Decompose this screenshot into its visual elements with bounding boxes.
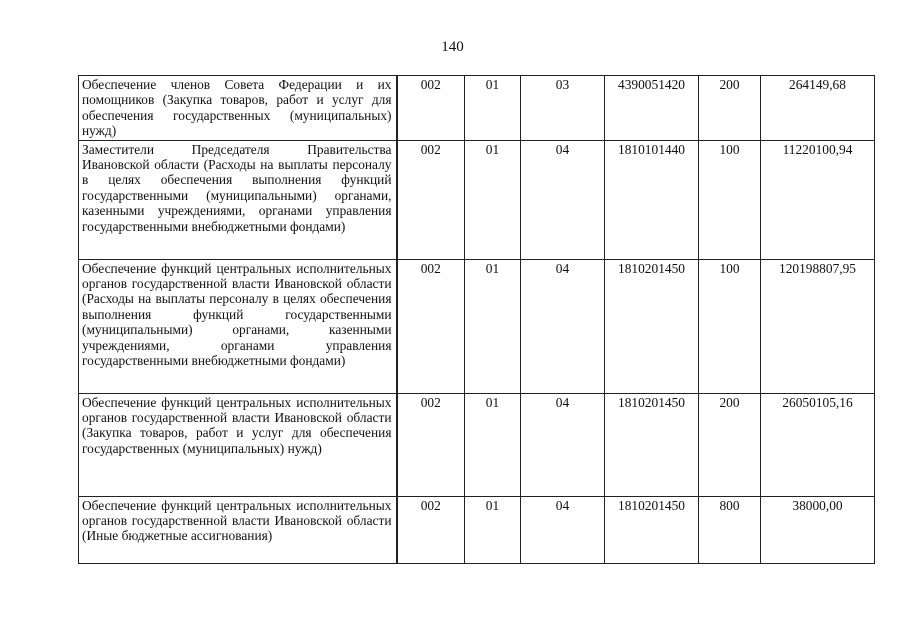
row-description: Заместители Председателя Правительства Ивановской области (Расходы на выплаты персоналу в целях обеспечения выполнения функций государственными (муниципальными) органами, казенными учреждениями, органами управления государственными внебюджетными фондами): [79, 140, 397, 259]
ministry-code: 002: [397, 496, 465, 563]
budget-table-body: [79, 76, 875, 564]
subsection-code: 04: [521, 140, 605, 259]
row-description: Обеспечение функций центральных исполнительных органов государственной власти Ивановской области (Закупка товаров, работ и услуг для обеспечения государственных (муниципальных) нужд): [79, 393, 397, 496]
table-row: [79, 393, 875, 496]
amount-value: 264149,68: [761, 76, 875, 141]
section-code: 01: [465, 393, 521, 496]
table-row: [79, 496, 875, 563]
amount-value: 26050105,16: [761, 393, 875, 496]
expense-type-code: 200: [699, 76, 761, 141]
subsection-code: 03: [521, 76, 605, 141]
ministry-code: 002: [397, 259, 465, 393]
row-description: Обеспечение членов Совета Федерации и их помощников (Закупка товаров, работ и услуг для обеспечения государственных (муниципальных) нужд): [79, 76, 397, 141]
target-article-code: 1810201450: [605, 393, 699, 496]
section-code: 01: [465, 259, 521, 393]
subsection-code: 04: [521, 259, 605, 393]
target-article-code: 1810201450: [605, 259, 699, 393]
row-description: Обеспечение функций центральных исполнительных органов государственной власти Ивановской области (Иные бюджетные ассигнования): [79, 496, 397, 563]
target-article-code: 1810201450: [605, 496, 699, 563]
row-description: Обеспечение функций центральных исполнительных органов государственной власти Ивановской области (Расходы на выплаты персоналу в целях обеспечения выполнения функций государственными (муниципальными) органами, казенными учреждениями, органами управления государственными внебюджетными фондами): [79, 259, 397, 393]
subsection-code: 04: [521, 496, 605, 563]
amount-value: 38000,00: [761, 496, 875, 563]
page-number: 140: [441, 39, 464, 55]
target-article-code: 4390051420: [605, 76, 699, 141]
expense-type-code: 100: [699, 140, 761, 259]
amount-value: 11220100,94: [761, 140, 875, 259]
table-row: [79, 76, 875, 141]
ministry-code: 002: [397, 76, 465, 141]
subsection-code: 04: [521, 393, 605, 496]
ministry-code: 002: [397, 393, 465, 496]
table-row: [79, 259, 875, 393]
table-row: [79, 140, 875, 259]
target-article-code: 1810101440: [605, 140, 699, 259]
ministry-code: 002: [397, 140, 465, 259]
budget-table: [78, 75, 875, 564]
section-code: 01: [465, 76, 521, 141]
expense-type-code: 800: [699, 496, 761, 563]
section-code: 01: [465, 140, 521, 259]
amount-value: 120198807,95: [761, 259, 875, 393]
expense-type-code: 100: [699, 259, 761, 393]
expense-type-code: 200: [699, 393, 761, 496]
section-code: 01: [465, 496, 521, 563]
